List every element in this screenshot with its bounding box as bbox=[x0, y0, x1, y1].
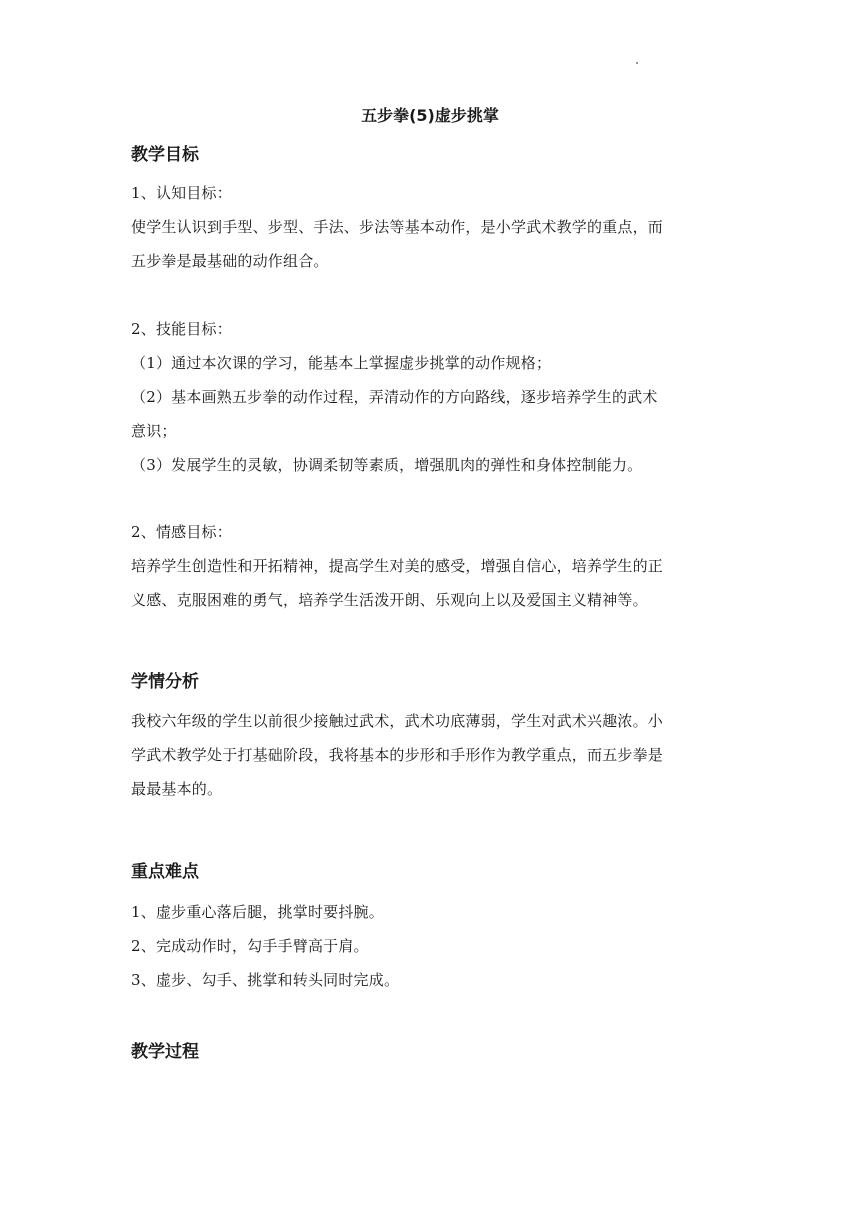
key-points-heading: 重点难点 bbox=[131, 862, 199, 882]
analysis-paragraph bbox=[131, 704, 733, 806]
cognitive-line-1: 使学生认识到手型、步型、手法、步法等基本动作，是小学武术教学的重点，而 bbox=[131, 218, 664, 236]
skill-objective bbox=[131, 312, 733, 482]
objectives-heading: 教学目标 bbox=[131, 145, 199, 165]
emotion-line-1: 培养学生创造性和开拓精神，提高学生对美的感受，增强自信心，培养学生的正 bbox=[131, 557, 664, 575]
analysis-line-2: 学武术教学处于打基础阶段，我将基本的步形和手形作为教学重点，而五步拳是 bbox=[131, 746, 664, 764]
key-point-2: 2、完成动作时，勾手手臂高于肩。 bbox=[131, 937, 369, 955]
key-points-list bbox=[131, 895, 733, 997]
analysis-line-1: 我校六年级的学生以前很少接触过武术，武术功底薄弱，学生对武术兴趣浓。小 bbox=[131, 712, 664, 730]
emotion-objective bbox=[131, 515, 733, 617]
skill-label: 2、技能目标： bbox=[131, 320, 232, 338]
analysis-line-3: 最最基本的。 bbox=[131, 780, 223, 798]
page-mark-dot bbox=[636, 62, 638, 64]
skill-line-1: （1）通过本次课的学习，能基本上掌握虚步挑掌的动作规格； bbox=[131, 354, 552, 372]
skill-line-2: （2）基本画熟五步拳的动作过程，弄清动作的方向路线，逐步培养学生的武术 bbox=[131, 388, 658, 406]
skill-line-3: 意识； bbox=[131, 422, 177, 440]
cognitive-label: 1、认知目标： bbox=[131, 184, 232, 202]
process-heading: 教学过程 bbox=[131, 1042, 199, 1062]
key-point-3: 3、虚步、勾手、挑掌和转头同时完成。 bbox=[131, 971, 400, 989]
emotion-label: 2、情感目标： bbox=[131, 523, 232, 541]
key-point-1: 1、虚步重心落后腿，挑掌时要抖腕。 bbox=[131, 903, 384, 921]
skill-line-4: （3）发展学生的灵敏，协调柔韧等素质，增强肌肉的弹性和身体控制能力。 bbox=[131, 456, 643, 474]
analysis-heading: 学情分析 bbox=[131, 672, 199, 692]
document-title: 五步拳(5)虚步挑掌 bbox=[361, 106, 499, 125]
cognitive-line-2: 五步拳是最基础的动作组合。 bbox=[131, 252, 329, 270]
emotion-line-2: 义感、克服困难的勇气，培养学生活泼开朗、乐观向上以及爱国主义精神等。 bbox=[131, 591, 648, 609]
cognitive-objective bbox=[131, 176, 733, 278]
